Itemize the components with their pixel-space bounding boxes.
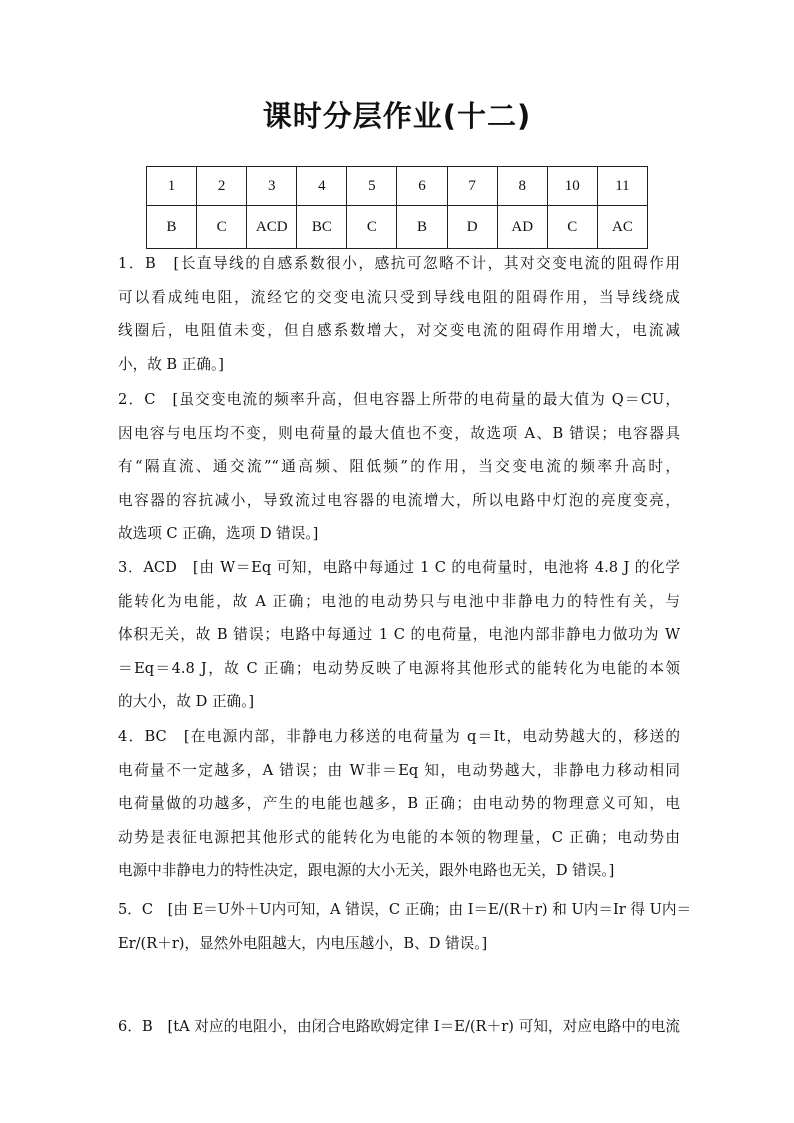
- answer-explanation-5: [118, 893, 692, 960]
- text-line: 可以看成纯电阻，流经它的交变电流只受到导线电阻的阻碍作用，当导线绕成: [118, 288, 680, 306]
- answer-table: [146, 166, 648, 249]
- text-line: 5．C [由 E＝U外＋U内可知，A 错误，C 正确；由 I＝E/(R＋r) 和 U内＝Ir 得 U内＝: [118, 901, 692, 918]
- answer-explanation-4: [118, 720, 680, 888]
- text-line: 体积无关，故 B 错误；电路中每通过 1 C 的电荷量，电池内部非静电力做功为 W: [118, 626, 680, 643]
- text-line: 能转化为电能，故 A 正确；电池的电动势只与电池中非静电力的特性有关，与: [118, 592, 680, 610]
- text-line: 2．C [虽交变电流的频率升高，但电容器上所带的电荷量的最大值为 Q＝CU，: [118, 391, 680, 408]
- table-cell: 4: [297, 167, 347, 206]
- text-line: 4．BC [在电源内部，非静电力移送的电荷量为 q＝It，电动势越大的，移送的: [118, 728, 680, 745]
- table-cell: 6: [397, 167, 447, 206]
- text-line: 6．B [tA 对应的电阻小，由闭合电路欧姆定律 I＝E/(R＋r) 可知，对应电路中的电流: [118, 1018, 680, 1035]
- table-cell: C: [547, 206, 597, 249]
- text-line: Er/(R＋r)，显然外电阻越大，内电压越小，B、D 错误。]: [118, 934, 488, 952]
- text-line: 的大小，故 D 正确。]: [118, 693, 255, 710]
- table-cell: 5: [347, 167, 397, 206]
- answer-explanation-3: [118, 551, 680, 719]
- table-cell: 3: [247, 167, 297, 206]
- table-cell: D: [447, 206, 497, 249]
- text-line: 电容器的容抗减小，导致流过电容器的电流增大，所以电路中灯泡的亮度变亮，: [118, 491, 680, 509]
- text-line: 线圈后，电阻值未变，但自感系数增大，对交变电流的阻碍作用增大，电流减: [118, 322, 680, 339]
- text-line: ＝Eq＝4.8 J，故 C 正确；电动势反映了电源将其他形式的能转化为电能的本领: [118, 659, 680, 677]
- text-line: 1．B [长直导线的自感系数很小，感抗可忽略不计，其对交变电流的阻碍作用: [118, 255, 680, 272]
- table-cell: 8: [497, 167, 547, 206]
- table-cell: B: [397, 206, 447, 249]
- table-cell: C: [347, 206, 397, 249]
- text-line: 有“隔直流、通交流”“通高频、阻低频”的作用，当交变电流的频率升高时，: [118, 458, 680, 475]
- answer-explanation-6: [118, 1010, 680, 1044]
- table-cell: 1: [147, 167, 197, 206]
- table-cell: 10: [547, 167, 597, 206]
- table-cell: C: [197, 206, 247, 249]
- text-line: 小，故 B 正确。]: [118, 355, 224, 373]
- answer-table-answer-row: [147, 206, 648, 249]
- table-cell: B: [147, 206, 197, 249]
- table-cell: AD: [497, 206, 547, 249]
- text-line: 动势是表征电源把其他形式的能转化为电能的本领的物理量，C 正确；电动势由: [118, 828, 680, 846]
- table-cell: 2: [197, 167, 247, 206]
- table-cell: BC: [297, 206, 347, 249]
- table-cell: AC: [597, 206, 647, 249]
- answer-explanation-2: [118, 383, 680, 551]
- text-line: 电源中非静电力的特性决定，跟电源的大小无关，跟外电路也无关，D 错误。]: [118, 862, 615, 879]
- text-line: 故选项 C 正确，选项 D 错误。]: [118, 525, 319, 542]
- table-cell: 7: [447, 167, 497, 206]
- table-cell: ACD: [247, 206, 297, 249]
- answer-table-number-row: [147, 167, 648, 206]
- table-cell: 11: [597, 167, 647, 206]
- text-line: 3．ACD [由 W＝Eq 可知，电路中每通过 1 C 的电荷量时，电池将 4.8 J 的化学: [118, 559, 680, 576]
- answer-explanation-1: [118, 247, 680, 381]
- text-line: 电荷量不一定越多，A 错误；由 W非＝Eq 知，电动势越大，非静电力移动相同: [118, 761, 680, 779]
- text-line: 因电容与电压均不变，则电荷量的最大值也不变，故选项 A、B 错误；电容器具: [118, 424, 680, 442]
- page-title: 课时分层作业(十二): [262, 99, 532, 133]
- text-line: 电荷量做的功越多，产生的电能也越多，B 正确；由电动势的物理意义可知，电: [118, 795, 680, 812]
